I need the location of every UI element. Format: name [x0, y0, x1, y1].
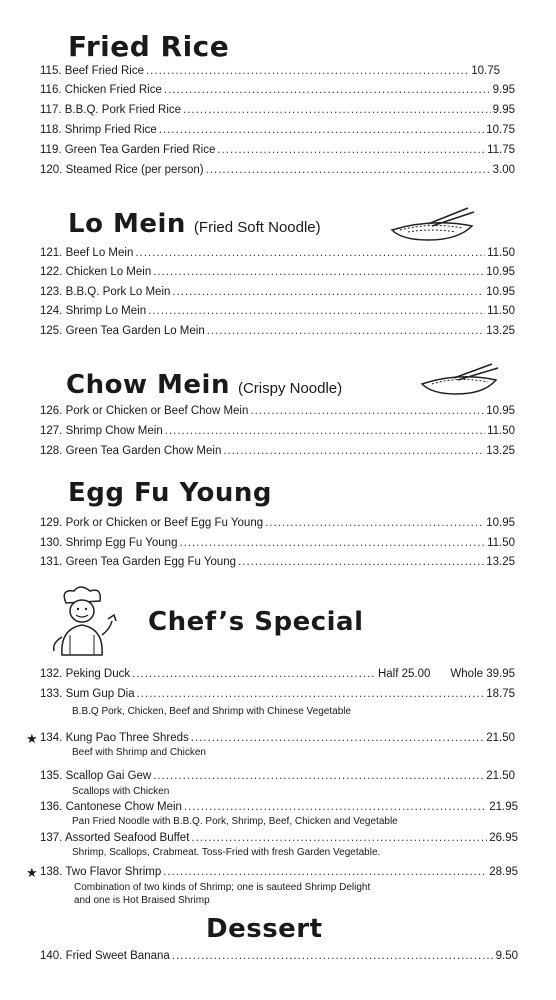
item-price-whole: Whole 39.95: [450, 668, 515, 680]
item-name: 133. Sum Gup Dia: [40, 688, 135, 700]
section-title-chow-mein: Chow Mein (Crispy Noodle): [66, 370, 343, 400]
item-description: Shrimp, Scallops, Crabmeat. Toss-Fried with fresh Garden Vegetable.: [72, 847, 381, 858]
item-price: 9.95: [492, 104, 515, 116]
menu-item: [40, 445, 515, 457]
section-title-chefs-special: Chef’s Special: [148, 607, 364, 637]
menu-item: [40, 286, 515, 298]
item-name: 130. Shrimp Egg Fu Young: [40, 537, 178, 549]
item-name: 121. Beef Lo Mein: [40, 247, 134, 259]
chow-mein-dish-icon: [418, 360, 500, 398]
item-price: 21.95: [489, 801, 518, 813]
item-name: 120. Steamed Rice (per person): [40, 164, 204, 176]
item-price: 10.95: [486, 266, 515, 278]
item-price: 9.95: [492, 84, 515, 96]
item-name: 129. Pork or Chicken or Beef Egg Fu Young: [40, 517, 264, 529]
item-name: 135. Scallop Gai Gew: [40, 770, 152, 782]
menu-item: [40, 556, 515, 568]
item-price: 28.95: [489, 866, 518, 878]
menu-item: [40, 124, 515, 136]
menu-item: [40, 247, 515, 259]
item-name: 126. Pork or Chicken or Beef Chow Mein: [40, 405, 249, 417]
item-description: B.B.Q Pork, Chicken, Beef and Shrimp with Chinese Vegetable: [72, 706, 352, 717]
menu-item: [40, 832, 518, 844]
menu-item: [40, 266, 515, 278]
section-title-fried-rice: Fried Rice: [68, 30, 230, 63]
item-name: 118. Shrimp Fried Rice: [40, 124, 157, 136]
item-name: 125. Green Tea Garden Lo Mein: [40, 325, 205, 337]
menu-item: [40, 104, 515, 116]
section-title-dessert: Dessert: [206, 914, 323, 944]
item-price: 11.50: [487, 537, 515, 549]
item-price: 10.75: [486, 124, 515, 136]
item-name: 138. Two Flavor Shrimp: [40, 866, 162, 878]
item-price: 26.95: [489, 832, 518, 844]
star-icon: ★: [26, 731, 38, 746]
item-name: 137. Assorted Seafood Buffet: [40, 832, 190, 844]
menu-item: [40, 65, 500, 77]
item-price: 13.25: [486, 325, 515, 337]
item-name: 128. Green Tea Garden Chow Mein: [40, 445, 222, 457]
item-price: 11.50: [487, 247, 515, 259]
item-price: 13.25: [486, 445, 515, 457]
menu-item-peking-duck: [40, 668, 515, 680]
item-price: 10.95: [486, 286, 515, 298]
menu-item: [40, 537, 515, 549]
item-name: 134. Kung Pao Three Shreds: [40, 732, 189, 744]
item-name: 116. Chicken Fried Rice: [40, 84, 162, 96]
item-price: 13.25: [486, 556, 515, 568]
menu-item: [40, 688, 515, 700]
menu-item: [40, 305, 515, 317]
item-price: 11.50: [487, 305, 515, 317]
item-name: 122. Chicken Lo Mein: [40, 266, 152, 278]
item-price: 21.50: [486, 732, 515, 744]
menu-item: [40, 517, 515, 529]
item-price: 10.95: [486, 517, 515, 529]
star-icon: ★: [26, 865, 38, 880]
menu-item: [40, 325, 515, 337]
menu-item: [40, 732, 515, 744]
item-price-half: Half 25.00: [377, 668, 431, 680]
item-description: Scallops with Chicken: [72, 786, 170, 797]
section-subtitle: (Fried Soft Noodle): [193, 219, 321, 236]
item-name: 124. Shrimp Lo Mein: [40, 305, 147, 317]
noodle-dish-icon: [388, 204, 476, 244]
menu-item: [40, 801, 518, 813]
item-description-continued: and one is Hot Braised Shrimp: [74, 895, 210, 906]
item-price: 21.50: [486, 770, 515, 782]
menu-item: [40, 405, 515, 417]
item-name: 127. Shrimp Chow Mein: [40, 425, 163, 437]
item-name: 132. Peking Duck: [40, 668, 131, 680]
item-name: 123. B.B.Q. Pork Lo Mein: [40, 286, 171, 298]
section-title-lo-mein: Lo Mein (Fried Soft Noodle): [68, 209, 321, 239]
item-description: Combination of two kinds of Shrimp; one is sauteed Shrimp Delight: [74, 882, 371, 893]
item-description: Pan Fried Noodle with B.B.Q. Pork, Shrimp, Beef, Chicken and Vegetable: [72, 816, 398, 827]
menu-item: [40, 950, 518, 962]
menu-item: [40, 84, 515, 96]
menu-item: [40, 425, 515, 437]
item-price: 3.00: [492, 164, 515, 176]
menu-item: [40, 866, 518, 878]
item-price: 10.95: [486, 405, 515, 417]
chef-cartoon-icon: [44, 585, 124, 657]
item-price: 11.50: [487, 425, 515, 437]
item-price: 11.75: [487, 144, 515, 156]
item-name: 119. Green Tea Garden Fried Rice: [40, 144, 216, 156]
item-price: 18.75: [486, 688, 515, 700]
item-price: 9.50: [495, 950, 518, 962]
menu-item: [40, 144, 515, 156]
item-name: 115. Beef Fried Rice: [40, 65, 144, 77]
item-name: 136. Cantonese Chow Mein: [40, 801, 182, 813]
item-name: 131. Green Tea Garden Egg Fu Young: [40, 556, 237, 568]
item-price: 10.75: [471, 65, 500, 77]
menu-item: [40, 164, 515, 176]
section-title-egg-fu-young: Egg Fu Young: [68, 478, 272, 508]
menu-item: [40, 770, 515, 782]
item-description: Beef with Shrimp and Chicken: [72, 747, 206, 758]
section-subtitle: (Crispy Noodle): [237, 380, 343, 397]
item-name: 117. B.B.Q. Pork Fried Rice: [40, 104, 182, 116]
item-name: 140. Fried Sweet Banana: [40, 950, 170, 962]
